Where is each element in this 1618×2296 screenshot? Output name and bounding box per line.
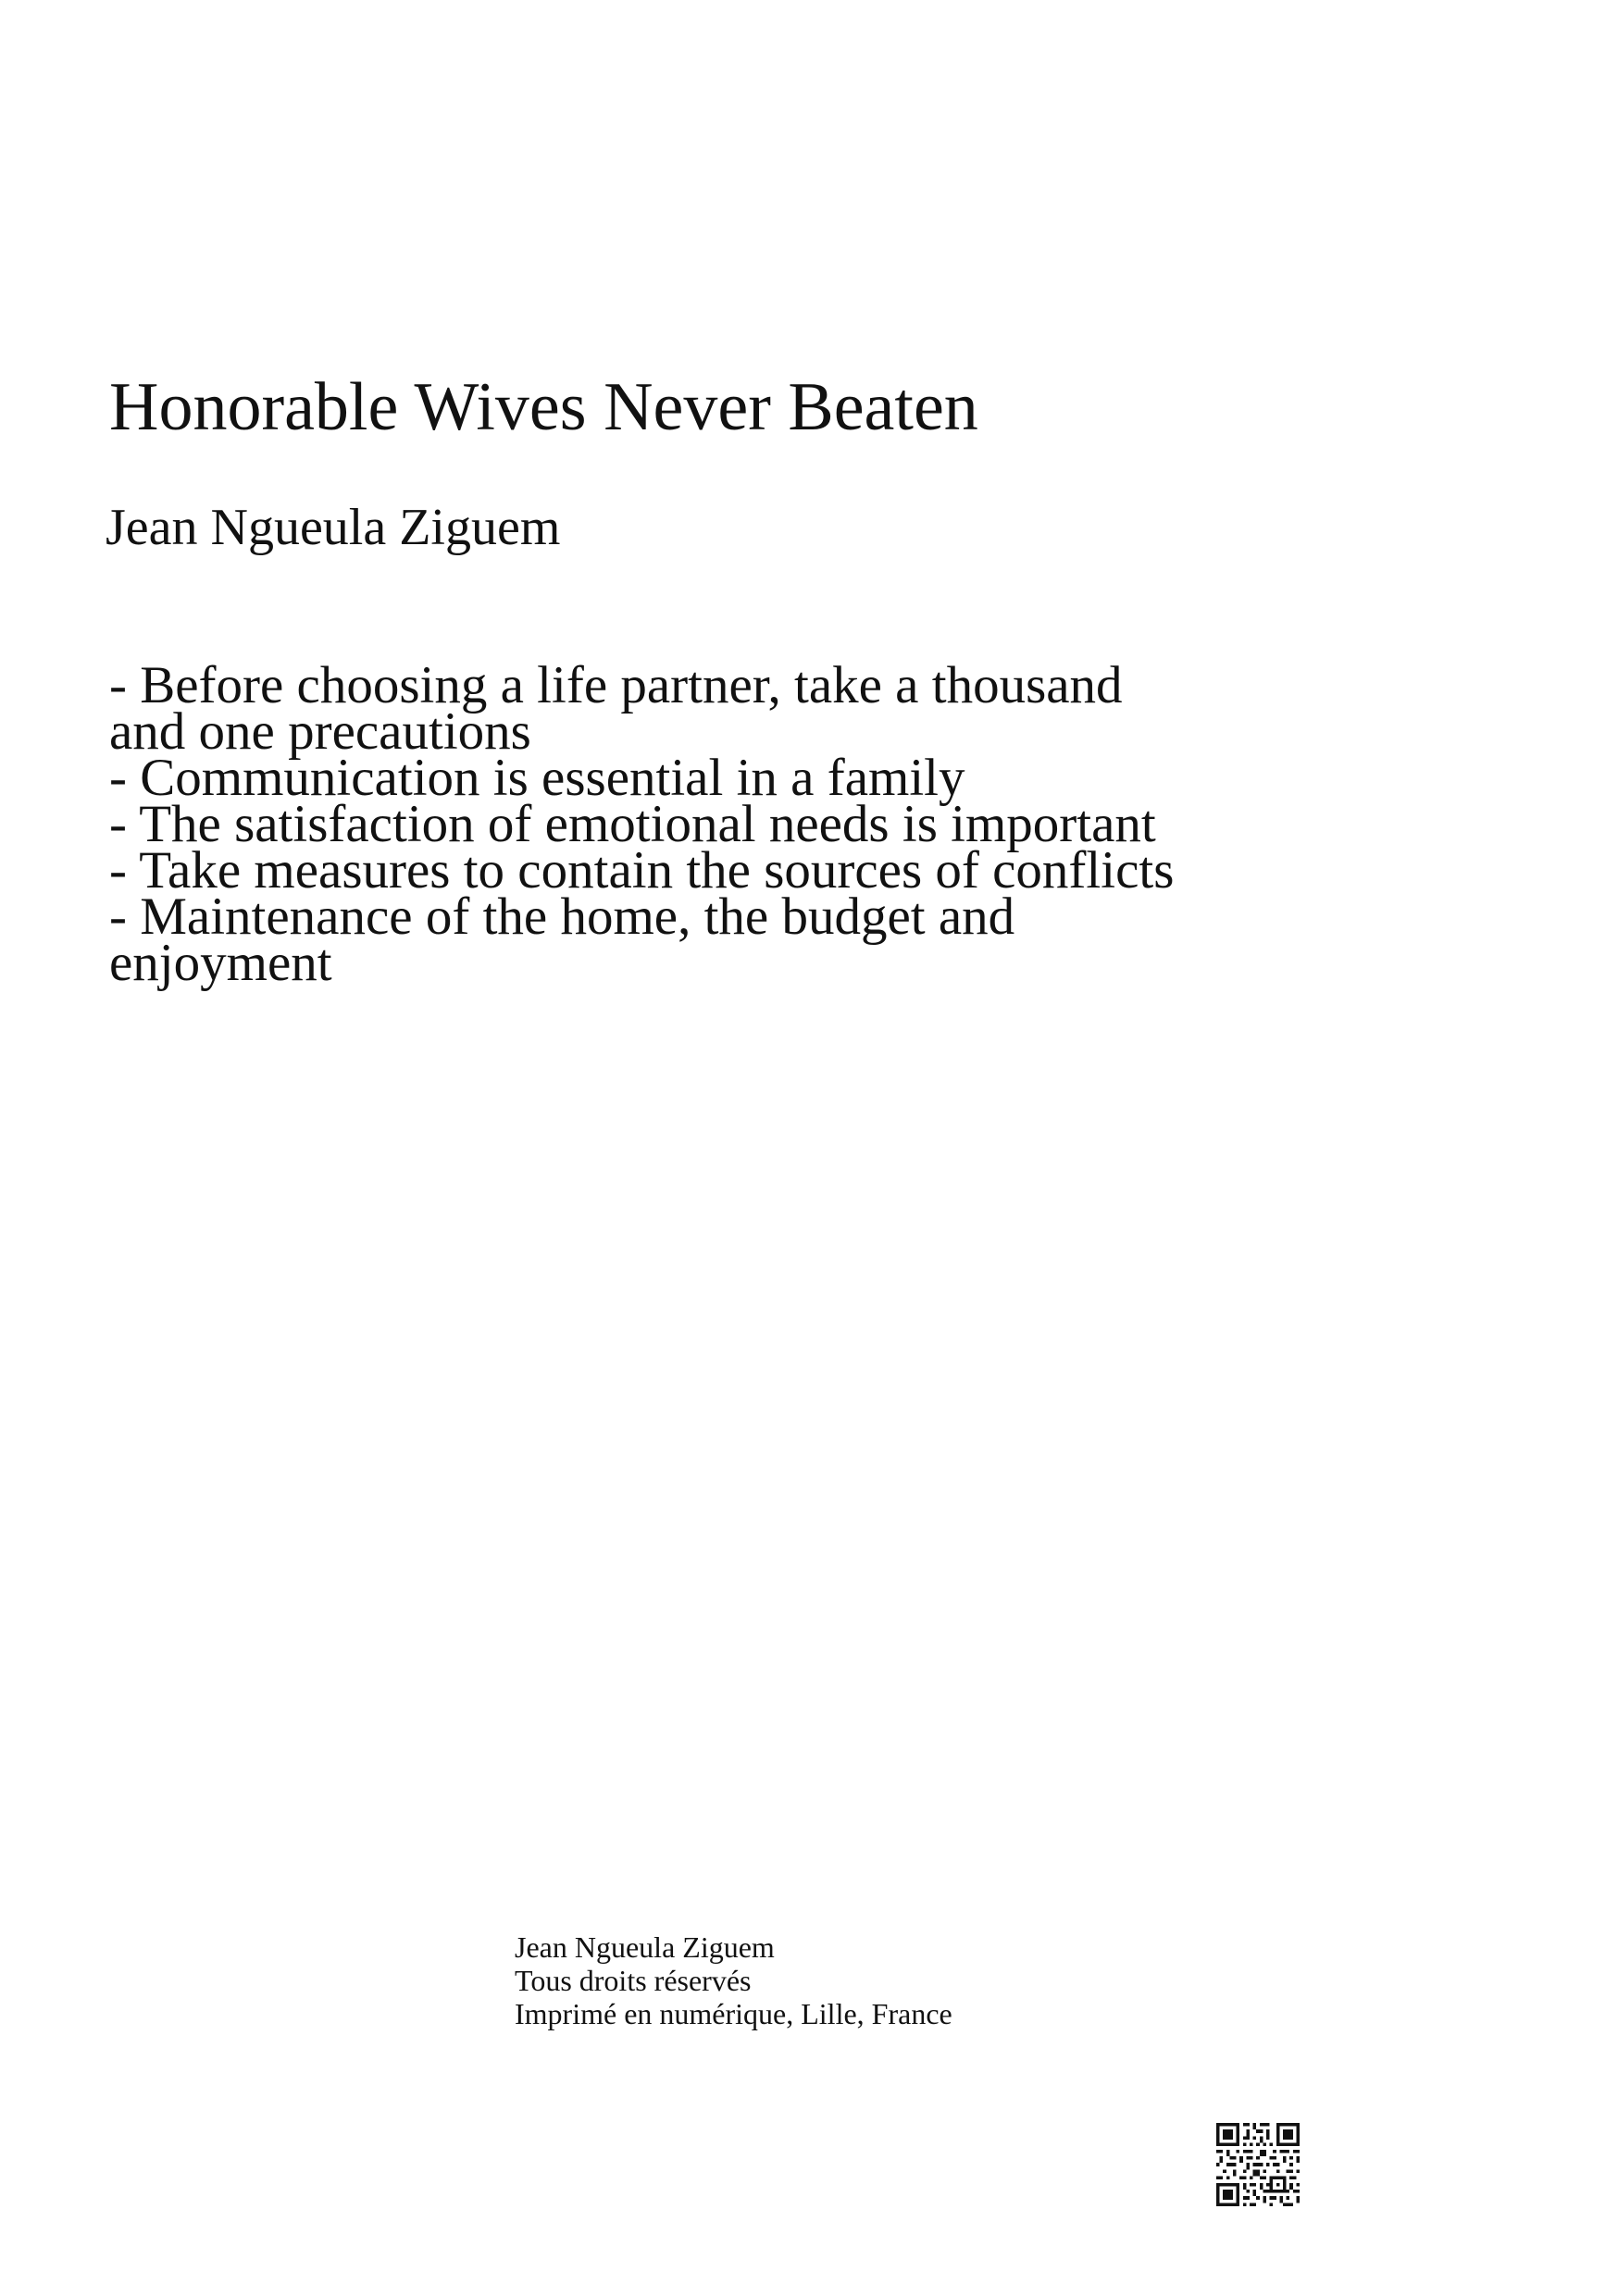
blurb-item: - Take measures to contain the sources of conflicts (109, 841, 1175, 900)
blurb-item: - Maintenance of the home, the budget and enjoyment (109, 887, 1015, 992)
colophon-author: Jean Ngueula Ziguem (515, 1930, 775, 1964)
colophon (515, 1930, 952, 2030)
book-author: Jean Ngueula Ziguem (106, 499, 561, 556)
book-title: Honorable Wives Never Beaten (109, 369, 978, 445)
qr-code-icon (1216, 2123, 1300, 2206)
blurb-item: - Communication is essential in a family (109, 749, 965, 807)
blurb-item: - Before choosing a life partner, take a thousand and one precautions (109, 656, 1123, 761)
colophon-rights: Tous droits réservés (515, 1964, 752, 1997)
book-blurb-list (109, 656, 1192, 992)
blurb-item: - The satisfaction of emotional needs is important (109, 795, 1156, 853)
colophon-printed: Imprimé en numérique, Lille, France (515, 1997, 952, 2030)
